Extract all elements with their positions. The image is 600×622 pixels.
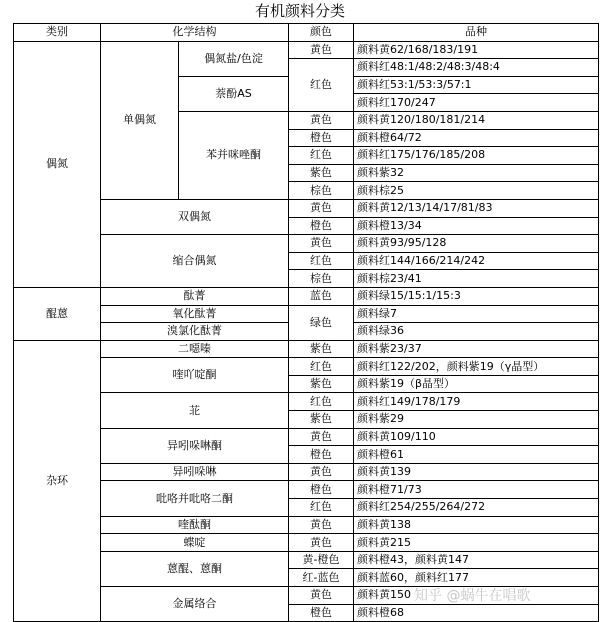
- structure-cell: 溴氯化酞菁: [101, 323, 289, 341]
- variety-cell: 颜料紫23/37: [354, 340, 599, 358]
- variety-cell: 颜料红149/178/179: [354, 393, 599, 411]
- variety-cell: 颜料黄139: [354, 463, 599, 481]
- color-cell: 黄色: [289, 587, 354, 605]
- header-category: 类别: [14, 24, 101, 42]
- color-cell: 橙色: [289, 129, 354, 147]
- watermark: 知乎 @蜗牛在唱歌: [414, 588, 531, 604]
- variety-cell: 颜料橙68: [354, 604, 599, 622]
- color-cell: 橙色: [289, 481, 354, 499]
- variety-cell: 颜料棕23/41: [354, 270, 599, 288]
- color-cell: 红色: [289, 393, 354, 411]
- table-row: [14, 463, 599, 481]
- variety-cell: 颜料黄93/95/128: [354, 235, 599, 253]
- color-cell: 黄色: [289, 199, 354, 217]
- variety-cell: 颜料橙43，颜料黄147: [354, 551, 599, 569]
- subgroup-cell: 单偶氮: [101, 41, 179, 199]
- color-cell: 黄色: [289, 428, 354, 446]
- color-cell: 紫色: [289, 375, 354, 393]
- variety-cell: 颜料黄120/180/181/214: [354, 111, 599, 129]
- table-row: [14, 481, 599, 499]
- color-cell: 棕色: [289, 270, 354, 288]
- color-cell: 黄色: [289, 41, 354, 59]
- variety-cell: 颜料红144/166/214/242: [354, 252, 599, 270]
- color-cell: 黄色: [289, 111, 354, 129]
- variety-cell: 颜料绿15/15:1/15:3: [354, 287, 599, 305]
- structure-cell: 偶氮盐/色淀: [179, 41, 289, 76]
- structure-cell: 喹吖啶酮: [101, 358, 289, 393]
- table-row: [14, 199, 599, 217]
- table-row: [14, 305, 599, 323]
- color-cell: 红色: [289, 59, 354, 112]
- color-cell: 黄色: [289, 235, 354, 253]
- structure-cell: 异吲哚啉: [101, 463, 289, 481]
- variety-cell: 颜料红170/247: [354, 94, 599, 112]
- variety-cell: 颜料黄215: [354, 534, 599, 552]
- color-cell: 红色: [289, 499, 354, 517]
- color-cell: 红色: [289, 358, 354, 376]
- color-cell: 绿色: [289, 305, 354, 340]
- color-cell: 紫色: [289, 340, 354, 358]
- structure-cell: 双偶氮: [101, 199, 289, 234]
- table-row: [14, 428, 599, 446]
- variety-cell: 颜料黄62/168/183/191: [354, 41, 599, 59]
- structure-cell: 苝: [101, 393, 289, 428]
- variety-cell: 颜料红122/202，颜料紫19（γ晶型）: [354, 358, 599, 376]
- variety-cell: 颜料红53:1/53:3/57:1: [354, 76, 599, 94]
- structure-cell: 萘酚AS: [179, 76, 289, 111]
- variety-cell: 颜料红254/255/264/272: [354, 499, 599, 517]
- variety-cell: 颜料黄150: [354, 587, 599, 605]
- structure-cell: 苯并咪唑酮: [179, 111, 289, 199]
- variety-cell: 颜料紫19（β晶型）: [354, 375, 599, 393]
- table-row: [14, 551, 599, 569]
- table-row: [14, 358, 599, 376]
- variety-cell: 颜料黄109/110: [354, 428, 599, 446]
- table-row: [14, 41, 599, 59]
- structure-cell: 金属络合: [101, 587, 289, 622]
- table-row: [14, 516, 599, 534]
- color-cell: 黄-橙色: [289, 551, 354, 569]
- header-variety: 品种: [354, 24, 599, 42]
- variety-cell: 颜料绿7: [354, 305, 599, 323]
- structure-cell: 吡咯并吡咯二酮: [101, 481, 289, 516]
- header-structure: 化学结构: [101, 24, 289, 42]
- variety-cell: 颜料紫29: [354, 411, 599, 429]
- structure-cell: 缩合偶氮: [101, 235, 289, 288]
- variety-cell: 颜料红175/176/185/208: [354, 147, 599, 165]
- structure-cell: 喹酞酮: [101, 516, 289, 534]
- variety-cell: 颜料黄12/13/14/17/81/83: [354, 199, 599, 217]
- variety-cell: 颜料红48:1/48:2/48:3/48:4: [354, 59, 599, 77]
- color-cell: 橙色: [289, 217, 354, 235]
- table-row: [14, 534, 599, 552]
- color-cell: 黄色: [289, 516, 354, 534]
- table-row: [14, 287, 599, 305]
- table-row: [14, 393, 599, 411]
- variety-cell: 颜料橙61: [354, 446, 599, 464]
- color-cell: 红-蓝色: [289, 569, 354, 587]
- color-cell: 紫色: [289, 411, 354, 429]
- color-cell: 橙色: [289, 446, 354, 464]
- color-cell: 橙色: [289, 604, 354, 622]
- color-cell: 棕色: [289, 182, 354, 200]
- structure-cell: 氧化酞菁: [101, 305, 289, 323]
- color-cell: 红色: [289, 252, 354, 270]
- structure-cell: 蒽醌、蒽酮: [101, 551, 289, 586]
- category-cell: 杂环: [14, 340, 101, 622]
- color-cell: 黄色: [289, 534, 354, 552]
- variety-cell: 颜料橙13/34: [354, 217, 599, 235]
- variety-cell: 颜料绿36: [354, 323, 599, 341]
- variety-cell: 颜料黄138: [354, 516, 599, 534]
- table-row: [14, 340, 599, 358]
- color-cell: 红色: [289, 147, 354, 165]
- color-cell: 蓝色: [289, 287, 354, 305]
- header-row: [14, 24, 599, 42]
- category-cell: 醌蒽: [14, 287, 101, 340]
- table-row: [14, 235, 599, 253]
- variety-cell: 颜料棕25: [354, 182, 599, 200]
- page-title: 有机颜料分类: [254, 2, 345, 20]
- variety-cell: 颜料紫32: [354, 164, 599, 182]
- category-cell: 偶氮: [14, 41, 101, 287]
- structure-cell: 异吲哚啉酮: [101, 428, 289, 463]
- variety-cell: 颜料橙71/73: [354, 481, 599, 499]
- header-color: 颜色: [289, 24, 354, 42]
- pigment-classification-table: [13, 23, 599, 622]
- variety-cell: 颜料蓝60，颜料红177: [354, 569, 599, 587]
- color-cell: 紫色: [289, 164, 354, 182]
- structure-cell: 酞菁: [101, 287, 289, 305]
- variety-cell: 颜料橙64/72: [354, 129, 599, 147]
- color-cell: 黄色: [289, 463, 354, 481]
- structure-cell: 蝶啶: [101, 534, 289, 552]
- structure-cell: 二噁嗪: [101, 340, 289, 358]
